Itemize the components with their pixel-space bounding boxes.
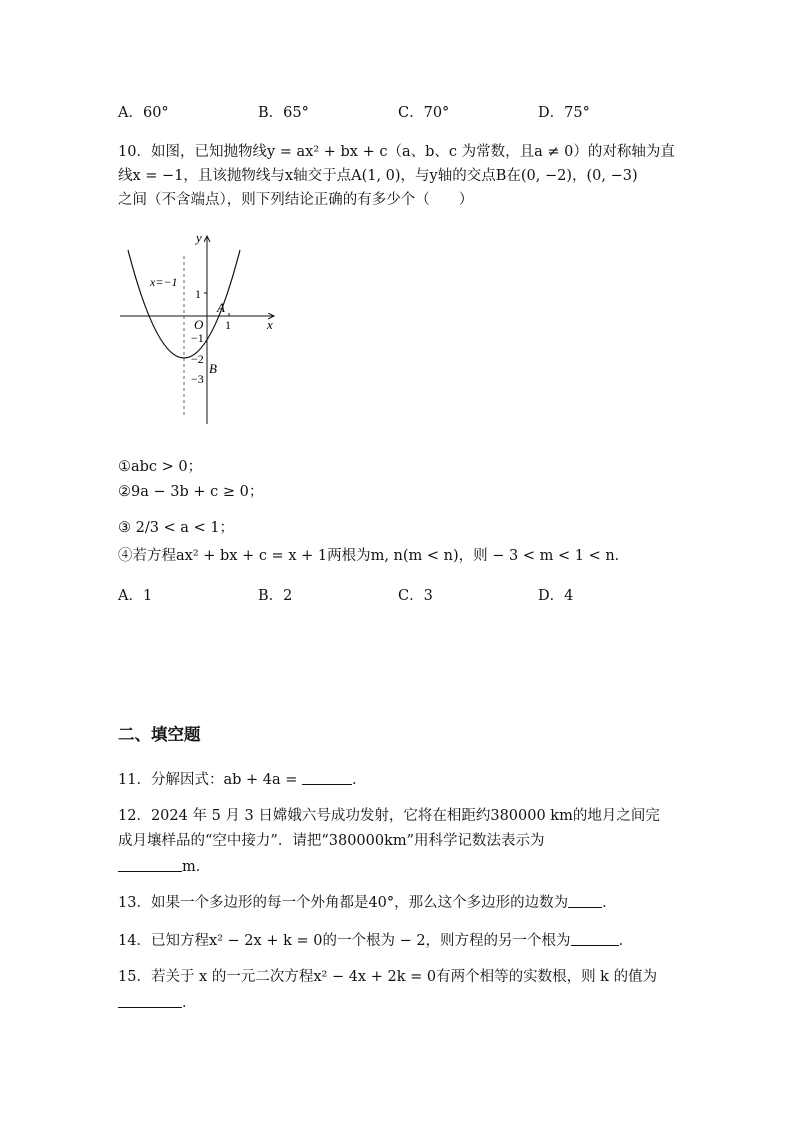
section-heading-fill-blank: 二、填空题 bbox=[118, 725, 201, 744]
tick-y-m2: −2 bbox=[191, 352, 204, 366]
q9-option-b[interactable]: B．65° bbox=[258, 105, 309, 121]
point-a-label: A bbox=[217, 300, 225, 315]
q10-statement-4: ④若方程ax² + bx + c = x + 1两根为m, n(m < n)，则 − 3 < m < 1 < n． bbox=[118, 548, 630, 564]
q14-text: 14．已知方程x² − 2x + k = 0的一个根为 − 2，则方程的另一个根为 bbox=[118, 933, 571, 949]
q11-text: 11．分解因式：ab + 4a = bbox=[118, 772, 302, 788]
q12-line2: 成月壤样品的“空中接力”．请把“380000km”用科学记数法表示为 bbox=[118, 833, 545, 849]
q14 bbox=[118, 929, 633, 950]
symmetry-axis-label: x=−1 bbox=[150, 275, 178, 289]
q9-option-d[interactable]: D．75° bbox=[538, 105, 590, 121]
tick-y-1: 1 bbox=[195, 287, 201, 301]
q11-answer-blank[interactable] bbox=[302, 772, 352, 785]
q10-stem-line3: 之间（不含端点），则下列结论正确的有多少个（ ） bbox=[118, 192, 474, 208]
q13-answer-blank[interactable] bbox=[568, 895, 602, 908]
q12-line3 bbox=[118, 855, 210, 876]
q10-option-b[interactable]: B．2 bbox=[258, 588, 293, 604]
q9-option-c[interactable]: C．70° bbox=[398, 105, 450, 121]
x-axis-label: x bbox=[267, 317, 273, 332]
q12-line1: 12．2024 年 5 月 3 日嫦娥六号成功发射，它将在相距约380000 km的地月之间完 bbox=[118, 808, 660, 824]
q10-statement-3: ③ 2/3 < a < 1； bbox=[118, 520, 235, 536]
q15-line1: 15．若关于 x 的一元二次方程x² − 4x + 2k = 0有两个相等的实数根，则 k 的值为 bbox=[118, 969, 658, 985]
q14-end: ． bbox=[618, 933, 634, 949]
q13-text: 13．如果一个多边形的每一个外角都是40°，那么这个多边形的边数为 bbox=[118, 895, 569, 911]
q10-option-a[interactable]: A．1 bbox=[118, 588, 153, 604]
q10-statement-1: ①abc > 0； bbox=[118, 459, 203, 475]
q15-end: ． bbox=[182, 995, 197, 1011]
point-b-label: B bbox=[209, 361, 217, 376]
q12-answer-blank[interactable] bbox=[118, 859, 182, 872]
tick-y-m1: −1 bbox=[191, 331, 204, 345]
q10-parabola-graph bbox=[118, 228, 283, 428]
q12-end: m． bbox=[182, 859, 211, 875]
q10-option-c[interactable]: C．3 bbox=[398, 588, 433, 604]
q11-end: ． bbox=[351, 772, 367, 788]
q10-statement-2: ②9a − 3b + c ≥ 0； bbox=[118, 484, 264, 500]
q13 bbox=[118, 891, 617, 912]
y-axis-label: y bbox=[196, 230, 202, 245]
q15-answer-blank[interactable] bbox=[118, 995, 182, 1008]
q13-end: ． bbox=[602, 895, 617, 911]
origin-label: O bbox=[194, 317, 204, 332]
q14-answer-blank[interactable] bbox=[571, 933, 619, 946]
tick-x-1: 1 bbox=[225, 318, 231, 332]
q10-option-d[interactable]: D．4 bbox=[538, 588, 574, 604]
q15-line2 bbox=[118, 991, 197, 1012]
q11 bbox=[118, 768, 366, 789]
q9-option-a[interactable]: A．60° bbox=[118, 105, 169, 121]
tick-y-m3: −3 bbox=[191, 372, 204, 386]
q10-stem-line2: 线x = −1，且该抛物线与x轴交于点A(1, 0)，与y轴的交点B在(0, −2)，(0, −3) bbox=[118, 168, 638, 184]
q10-stem-line1: 10．如图，已知抛物线y = ax² + bx + c（a、b、c 为常数，且a ≠ 0）的对称轴为直 bbox=[118, 144, 675, 160]
